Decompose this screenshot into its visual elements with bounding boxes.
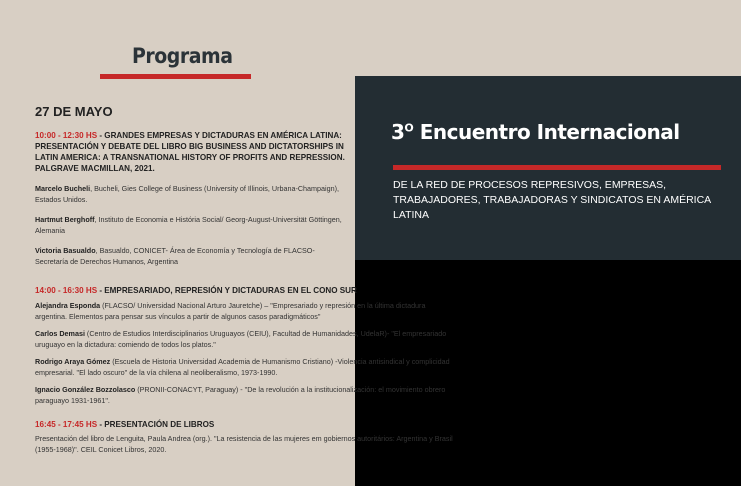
event-subtitle: DE LA RED DE PROCESOS REPRESIVOS, EMPRESAS, TRABAJADORES, TRABAJADORAS Y SINDICATOS EN AMÉRICA LATINA: [393, 179, 711, 221]
speaker-entry: Marcelo Bucheli, Bucheli, Gies College of Business (University of Illinois, Urbana-Champaign), Estados Unidos.: [35, 184, 339, 204]
event-title-panel: [355, 76, 741, 260]
book-presentation-entry: Presentación del libro de Lenguita, Paula Andrea (org.). "La resistencia de las mujeres em gobiernos autoritários: Argentina y Brasil (1955-1968)". CEIL Conicet Libros, 2020.: [35, 434, 453, 454]
speaker-entry: Rodrigo Araya Gómez (Escuela de Historia Universidad Academia de Humanismo Cristiano) -Violencia antisindical y complicidad empresarial. "El lado oscuro" de la vía chilena al neoliberalismo, 1973-1990.: [35, 357, 450, 377]
session-header: 16:45 - 17:45 HS - PRESENTACIÓN DE LIBROS: [35, 420, 215, 429]
speaker-entry: Carlos Demasi (Centro de Estudios Interdisciplinarios Uruguayos (CEIU), Facultad de Humanidades, UdelaR)- "El empresariado uruguayo en la dictadura: comiendo de todos los platos.": [35, 329, 447, 349]
programa-heading: Programa: [132, 44, 233, 68]
event-title: $3^O$ Encuentro Internacional: [391, 120, 680, 144]
speaker-entry: Hartmut Berghoff, Instituto de Economia e História Social/ Georg-August-Universität Göttingen, Alemania: [35, 215, 342, 235]
speaker-entry: Alejandra Esponda (FLACSO/ Universidad Nacional Arturo Jauretche) – "Empresariado y represión en la última dictadura argentina. Elementos para pensar sus vínculos a partir de algunos casos paradigmáticos": [35, 301, 426, 321]
program-column: [35, 130, 453, 455]
program-date: 27 DE MAYO: [35, 104, 113, 119]
speaker-entry: Victoria Basualdo, Basualdo, CONICET- Área de Economía y Tecnología de FLACSO- Secretaría de Derechos Humanos, Argentina: [35, 246, 315, 266]
programa-divider: [100, 74, 251, 79]
speaker-entry: Ignacio González Bozzolasco (PRONII-CONACYT, Paraguay) - "De la revolución a la institucionalización: el movimiento obrero paraguayo 1931-1961".: [35, 385, 446, 405]
session-header: 10:00 - 12:30 HS - GRANDES EMPRESAS Y DICTADURAS EN AMÉRICA LATINA: PRESENTACIÓN Y DEBATE DEL LIBRO BIG BUSINESS AND DICTATORSHIPS IN LATIN AMERICA: A TRANSNATIONAL HISTORY OF PROFITS AND REPRESSION. PALGRAVE MACMILLAN, 2021.: [35, 131, 345, 173]
title-divider: [393, 165, 721, 170]
session-header: 14:00 - 16:30 HS - EMPRESARIADO, REPRESIÓN Y DICTADURAS EN EL CONO SUR: [35, 286, 357, 295]
